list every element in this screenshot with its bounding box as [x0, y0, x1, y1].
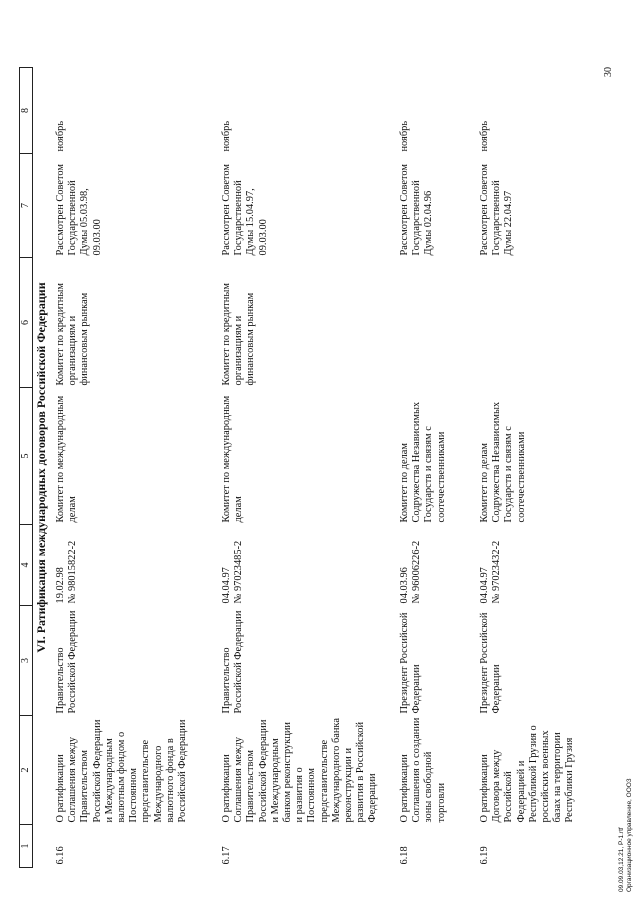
bill-title: О ратификации Соглашения между Правительством Российской Федерации и Международным банком реконструкции и развития о Постоянном представительстве Международного банка реконструкции и развития в Российской Федерации: [221, 718, 379, 823]
registration: 19.02.98 № 98015822-2: [55, 540, 79, 604]
col-number: 3: [20, 606, 33, 716]
co-committee: [395, 258, 475, 388]
table-row: [51, 68, 217, 868]
registration: 04.03.96 № 96006226-2: [399, 540, 423, 604]
bill-title: О ратификации Договора между Российской Федерацией и Республикой Грузия о российских военных базах на территории Республики Грузия: [479, 725, 576, 823]
responsible-committee: Комитет по делам Содружества Независимых Государств и связям с соотечественниками: [399, 401, 447, 523]
review-status: Рассмотрен Советом Государственной Думы 05.03.98, 09.03.00: [55, 164, 103, 256]
planned-month: ноябрь: [221, 120, 232, 152]
planned-month: ноябрь: [55, 120, 66, 152]
bill-title: О ратификации Соглашения между Правительством Российской Федерации и Международным валютным фондом о Постоянном представительстве Международного валютного фонда в Российской Федерации: [55, 719, 189, 823]
row-number: 6.19: [479, 846, 490, 865]
table-row: [475, 68, 577, 868]
row-number: 6.18: [399, 846, 410, 865]
section-heading-row: [33, 68, 52, 868]
bill-title: О ратификации Соглашения о создании зоны свободной торговли: [399, 717, 447, 823]
registration: 04.04.97 № 97023485-2: [221, 540, 245, 604]
column-number-header: [20, 68, 33, 868]
document-footer: [618, 779, 634, 892]
section-title: VI. Ратификация международных договоров Российской Федерации: [34, 282, 48, 653]
table-row: [217, 68, 395, 868]
initiator: Правительство Российской Федерации: [55, 610, 79, 714]
col-number: 2: [20, 716, 33, 825]
initiator: Президент Российской Федерации: [399, 612, 423, 714]
responsible-committee: Комитет по делам Содружества Независимых Государств и связям с соотечественниками: [479, 401, 527, 523]
planned-month: ноябрь: [399, 120, 410, 152]
row-number: 6.17: [221, 846, 232, 865]
responsible-committee: Комитет по международным делам: [55, 395, 79, 523]
col-number: 5: [20, 388, 33, 525]
col-number: 4: [20, 525, 33, 606]
review-status: Рассмотрен Советом Государственной Думы 22.04.97: [479, 164, 515, 256]
registration: 04.04.97 № 97023432-2: [479, 540, 503, 604]
co-committee: [475, 258, 577, 388]
col-number: 8: [20, 68, 33, 154]
review-status: Рассмотрен Советом Государственной Думы 02.04.96: [399, 164, 435, 256]
col-number: 6: [20, 258, 33, 388]
page-number: 30: [603, 67, 614, 77]
responsible-committee: Комитет по международным делам: [221, 395, 245, 523]
planned-month: ноябрь: [479, 120, 490, 152]
co-committee: Комитет по кредитным организациям и финансовым рынкам: [221, 283, 257, 386]
col-number: 1: [20, 825, 33, 868]
row-number: 6.16: [55, 846, 66, 865]
initiator: Правительство Российской Федерации: [221, 610, 245, 714]
co-committee: Комитет по кредитным организациям и финансовым рынкам: [55, 283, 91, 386]
file-reference: 09.09.03,12.21, P-1.rtf: [618, 827, 625, 892]
review-status: Рассмотрен Советом Государственной Думы 15.04.97, 09.03.00: [221, 164, 269, 256]
organization-line: Организационное управление, ООО3: [626, 778, 633, 892]
initiator: Президент Российской Федерации: [479, 612, 503, 714]
col-number: 7: [20, 154, 33, 258]
table-row: [395, 68, 475, 868]
legislation-table: [19, 67, 577, 868]
